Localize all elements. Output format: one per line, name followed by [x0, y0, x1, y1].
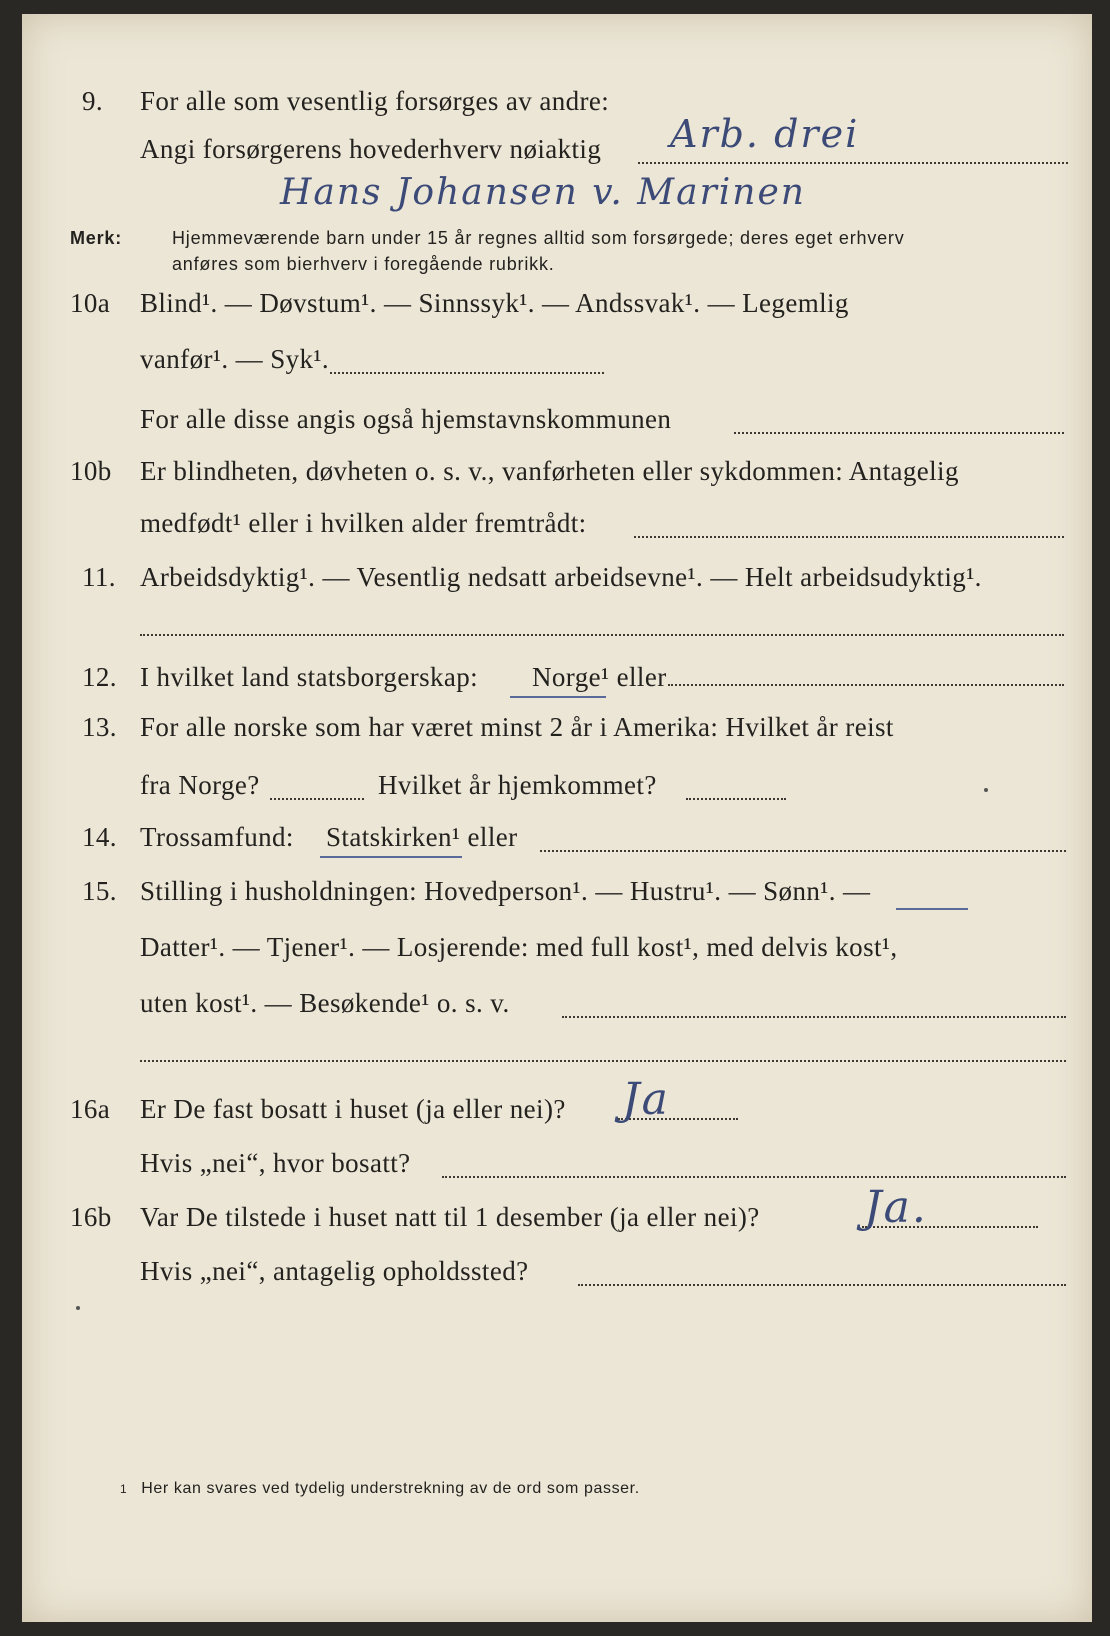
q16b-location-label: Hvis „nei“, antagelig opholdssted? [140, 1256, 529, 1286]
q16a-where-line[interactable] [442, 1176, 1066, 1178]
q10b-answer-line[interactable] [634, 536, 1064, 538]
q13-returned-line[interactable] [686, 798, 786, 800]
q9-handwritten-provider: Hans Johansen v. Marinen [280, 172, 806, 213]
q14-question: Trossamfund: [140, 822, 294, 852]
q11-answer-line[interactable] [140, 634, 1064, 636]
q12-underline [510, 696, 606, 698]
census-form-page [22, 14, 1092, 1622]
q12-number: 12. [82, 662, 117, 692]
q9-occupation-label: Angi forsørgerens hovederhverv nøiaktig [140, 134, 602, 164]
q14-underline [320, 856, 462, 858]
q16b-question: Var De tilstede i huset natt til 1 desember (ja eller nei)? [140, 1202, 760, 1232]
q10b-question: Er blindheten, døvheten o. s. v., vanførheten eller sykdommen: Antagelig [140, 456, 959, 486]
q10a-answer-line[interactable] [330, 372, 604, 374]
q10a-options: Blind¹. — Døvstum¹. — Sinnssyk¹. — Andssvak¹. — Legemlig [140, 288, 849, 318]
q14-answer-line[interactable] [540, 850, 1066, 852]
q12-question: I hvilket land statsborgerskap: [140, 662, 479, 692]
footnote-text: Her kan svares ved tydelig understrekning av de ord som passer. [141, 1480, 640, 1497]
q14-answer-statskirken: Statskirken¹ eller [326, 822, 518, 852]
q16b-location-line[interactable] [578, 1284, 1066, 1286]
q12-answer-line[interactable] [668, 684, 1064, 686]
q15-options: Stilling i husholdningen: Hovedperson¹. — Hustru¹. — Sønn¹. — [140, 876, 871, 906]
q9-number: 9. [82, 86, 104, 116]
merk-line-1: Hjemmeværende barn under 15 år regnes alltid som forsørgede; deres eget erhverv [172, 228, 905, 248]
q16b-number: 16b [70, 1202, 112, 1232]
q9-handwritten-answer: Arb. drei [670, 112, 860, 156]
q14-number: 14. [82, 822, 117, 852]
q10a-municipality-label: For alle disse angis også hjemstavnskommunen [140, 404, 672, 434]
q10a-options-cont: vanfør¹. — Syk¹. [140, 344, 330, 374]
q13-left-norway-line[interactable] [270, 798, 364, 800]
merk-line-2: anføres som bierhverv i foregående rubrikk. [172, 254, 555, 274]
q13-returned: Hvilket år hjemkommet? [378, 770, 657, 800]
q9-question: For alle som vesentlig forsørges av andre: [140, 86, 610, 116]
q13-left-norway: fra Norge? [140, 770, 260, 800]
q10a-number: 10a [70, 288, 111, 318]
q10b-number: 10b [70, 456, 112, 486]
q16a-number: 16a [70, 1094, 111, 1124]
ink-speck [76, 1306, 80, 1310]
q12-answer-norge: Norge¹ eller [532, 662, 667, 692]
q11-number: 11. [82, 562, 116, 592]
q15-options-end: uten kost¹. — Besøkende¹ o. s. v. [140, 988, 510, 1018]
footnote-mark: 1 [120, 1482, 128, 1496]
q15-options-cont: Datter¹. — Tjener¹. — Losjerende: med full kost¹, med delvis kost¹, [140, 932, 898, 962]
q11-options: Arbeidsdyktig¹. — Vesentlig nedsatt arbeidsevne¹. — Helt arbeidsudyktig¹. [140, 562, 982, 592]
footnote [120, 1480, 640, 1498]
q10a-municipality-line[interactable] [734, 432, 1064, 434]
q16a-handwritten-answer: Ja [622, 1074, 670, 1125]
q13-question: For alle norske som har været minst 2 år i Amerika: Hvilket år reist [140, 712, 894, 742]
q15-number: 15. [82, 876, 117, 906]
q15-sonn-underline [896, 908, 968, 910]
q16a-where-label: Hvis „nei“, hvor bosatt? [140, 1148, 411, 1178]
merk-label: Merk: [70, 228, 123, 248]
ink-speck [984, 788, 988, 792]
q16a-question: Er De fast bosatt i huset (ja eller nei)? [140, 1094, 566, 1124]
q13-number: 13. [82, 712, 117, 742]
q10b-question-cont: medfødt¹ eller i hvilken alder fremtrådt: [140, 508, 587, 538]
q15-extra-line[interactable] [140, 1060, 1066, 1062]
q16b-handwritten-answer: Ja. [864, 1182, 928, 1233]
q15-answer-line[interactable] [562, 1016, 1066, 1018]
q9-answer-line[interactable] [638, 162, 1068, 164]
